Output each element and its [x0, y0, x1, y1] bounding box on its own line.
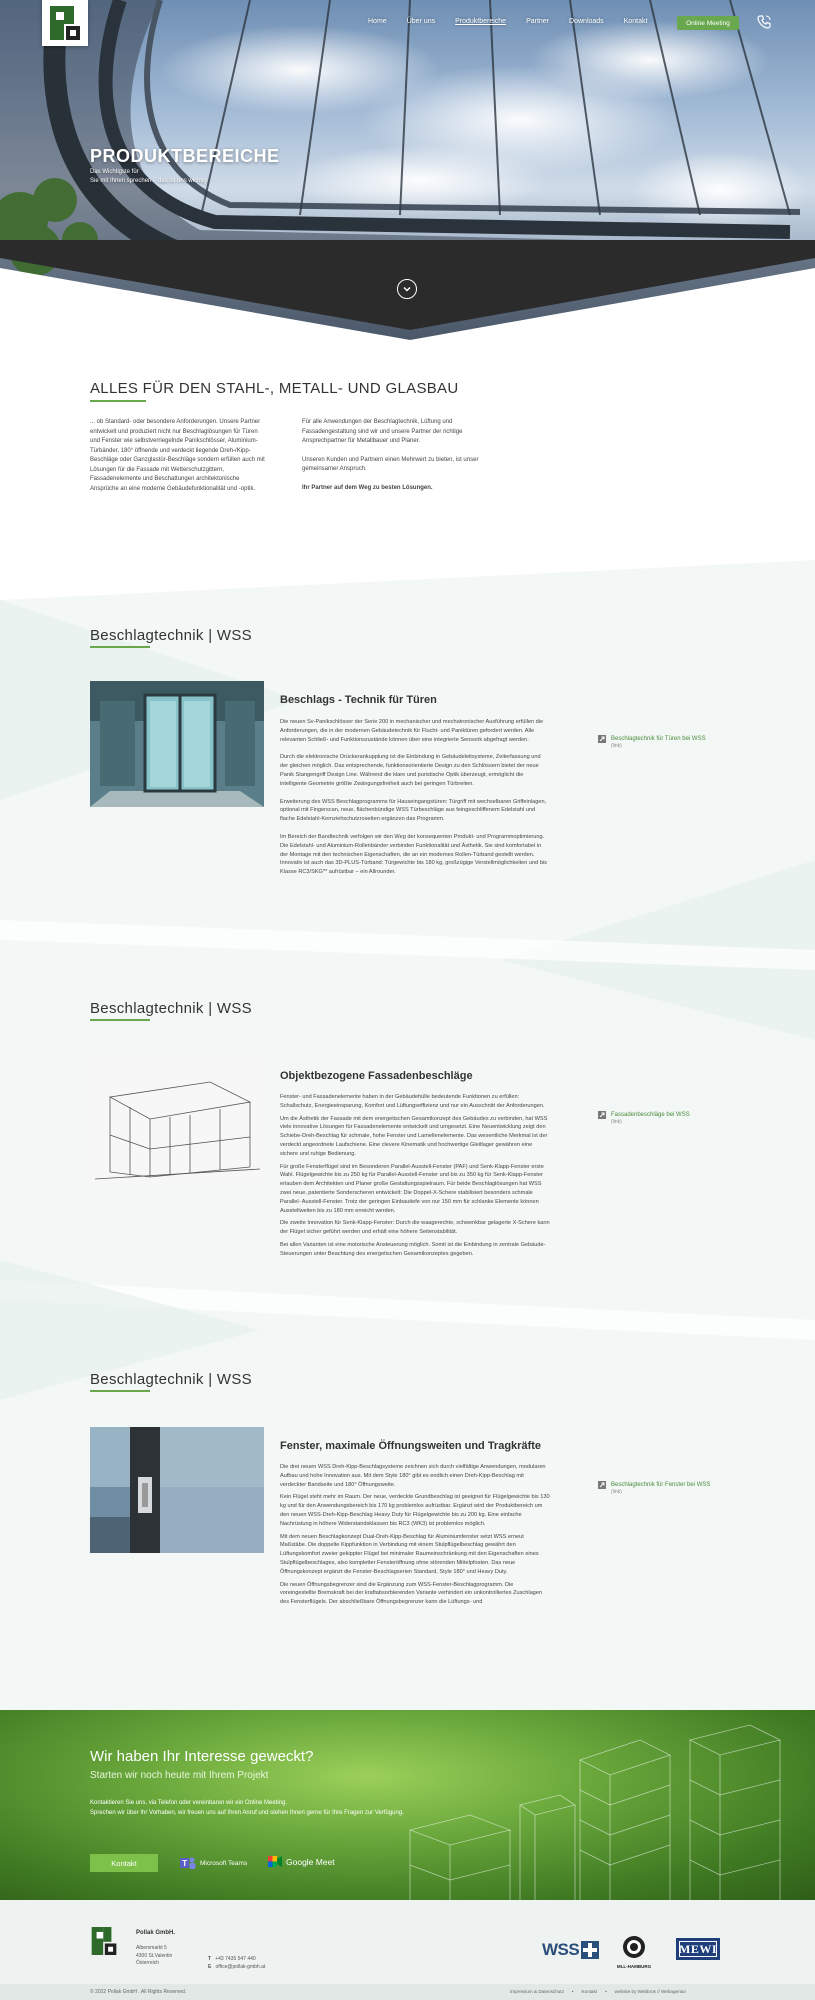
kontakt-button[interactable]: Kontakt: [90, 1854, 158, 1872]
cta-text: [90, 1798, 410, 1818]
footer-links: [510, 1989, 686, 1994]
architecture-sketch-image: [90, 1057, 264, 1183]
external-link-icon: [598, 1111, 606, 1119]
section-2-paragraph: Bei allen Varianten ist eine motorische Ansteuerung möglich. Somit ist die Einbindung in zentrale Gebäude-Steuerungen unter Beachtung des energetischen Gesamtkonzeptes gegeben.: [280, 1241, 546, 1257]
section-2-link[interactable]: [598, 1111, 690, 1125]
section-3-link-label[interactable]: (link): [611, 1489, 622, 1495]
hero-breadcrumb-line-1: Das Wichtigste für: [90, 169, 139, 175]
footer-logo-icon[interactable]: [90, 1924, 118, 1958]
partner-logo-wss-text: WSS: [542, 1940, 580, 1959]
mll-logo-icon: [622, 1935, 646, 1959]
intro-column-2: [302, 418, 507, 493]
footer-company-name: Pollak GmbH.: [136, 1930, 176, 1936]
cta-text-line-1: Kontaktieren Sie uns, via Telefon oder vereinbaren wir ein Online Meeting.: [90, 1800, 288, 1806]
hero-banner: [0, 0, 815, 345]
phone-icon[interactable]: [756, 14, 772, 30]
glass-door-image: [90, 681, 264, 807]
wss-cross-icon: [581, 1941, 599, 1959]
section-1-text: [280, 718, 550, 886]
section-2-paragraph: Die zweite Innovation für Senk-Klapp-Fenster: Durch die waagerechte, schwenkbar gelagerte X-Schere kann der Flügel sicher geführt werden und erhält eine höhere Seitenstabilität.: [280, 1220, 550, 1236]
footer-separator: •: [571, 1989, 574, 1994]
webbros-link[interactable]: website by Webbros // Webagentur: [614, 1989, 686, 1994]
contact-cta-banner: [0, 1710, 815, 1900]
section-2-text: [280, 1093, 550, 1268]
nav-kontakt[interactable]: Kontakt: [623, 18, 648, 25]
section-3-subtitle: Fenster, maximale Öffnungsweiten und Tragkräfte: [280, 1440, 542, 1452]
logo[interactable]: [42, 0, 88, 46]
footer-street: Albersmarkt 5: [136, 1945, 167, 1951]
scroll-down-button[interactable]: [397, 279, 417, 299]
section-3-heading: Beschlagtechnik | WSS: [90, 1371, 252, 1388]
section-1-link-text[interactable]: Beschlagtechnik für Türen bei WSS: [611, 736, 706, 742]
footer-phone-label: T: [208, 1956, 212, 1962]
microsoft-teams-icon: [180, 1856, 196, 1870]
footer-city: 4300 St.Valentin: [136, 1952, 173, 1959]
footer: [0, 1900, 815, 2000]
section-3-paragraph: Mit dem neuen Beschlagkonzept Dual-Dreh-Kipp-Beschlag für Aluminiumfenster setzt WSS erneut Maßstäbe. Die doppelte Kippfunktion in Verbindung mit einem Stulpflügelbeschlag gewährt den Lüftungskomfort zweier gekippter Flügel bei minimaler Raumeinschränkung mit den Eigenschaften eines Stulpflügelbeschlages, also kompletter Fensteröffnung ohne störenden Mittelpfosten. Das neue Öffnungskonzept ergänzt die Fenster-Beschlagserien Standard, Style 180° und Heavy Duty.: [280, 1533, 539, 1575]
nav-ueber-uns[interactable]: Über uns: [406, 18, 436, 25]
section-1-heading: Beschlagtechnik | WSS: [90, 627, 252, 644]
hero-breadcrumb-line-2: Sie mit Ihnen sprechen – das ist uns wichtig: [90, 178, 207, 184]
footer-contact: [208, 1955, 265, 1971]
section-3-link[interactable]: [598, 1481, 710, 1495]
partner-logo-mewi[interactable]: [676, 1938, 720, 1960]
window-fitting-image: [90, 1427, 264, 1553]
section-1-underline: [90, 646, 150, 648]
section-1-paragraph: Im Bereich der Bandtechnik verfolgen wir den Weg der konsequenten Produkt- und Programmoptimierung. Die Edelstahl- und Aluminium-Rollenbänder verbinden Funktionalität und Ästhetik. Sie sind komfortabel in der Montage mit den technischen Eigenschaften, die an ein modernes Rollen-Türband gestellt werden. Innovativ ist auch das 3D-PLUS-Türband: Türgewichte bis 180 kg, großzügige Verstellmöglichkeiten und bis Klasse RC3/SKG** aufrüstbar – ein Allrounder.: [280, 833, 547, 876]
nav-partner[interactable]: Partner: [526, 18, 550, 25]
building-sketch-decoration: [400, 1710, 815, 1900]
chevron-down-icon: [402, 284, 412, 294]
footer-address: [136, 1945, 172, 1968]
section-1-link[interactable]: [598, 735, 706, 749]
section-1-paragraph: Durch die elektronische Drückerankupplung ist die Einbindung in Gebäudeleitsysteme, Zeiterfassung und der gleichen möglich. Das entsprechende, funktionsorientierte Design zu den Schlössern bietet der neue Panik Stangengriff Design Line. Während die klare und puristische Optik überzeugt, ermöglicht die intelligente Geometrie größte Zwängungsfreiheit auch bei geringen Türbreiten.: [280, 754, 541, 787]
pg-logo-icon: [48, 4, 82, 42]
main-navigation: [368, 18, 667, 25]
section-3-paragraph: Die neuen Öffnungsbegrenzer sind die Ergänzung zum WSS-Fenster-Beschlagprogramm. Die voreingestellte Bremskraft bei der kraftabsorbierenden Variante verhindert ein unkontrolliertes Zuschlagen des Fensterflügels. Der abschließbare Öffnungsbegrenzer kann die Lüftungs- und: [280, 1581, 543, 1606]
section-3-paragraph: Kein Flügel steht mehr im Raum. Der neue, verdeckte Grundbeschlag ist geeignet für Flügelgewichte bis 130 kg und für den Anwendungsbereich bis 170 kg problemlos aufrüstbar. Ergänzt wird der Produktbereich um den neuen WSS-Dreh-Kipp-Beschlag Heavy Duty für Flügelgewichte bis zu 200 kg. Eine einfache Nachrüstung in höhere Widerstandsklassen bis RC3 (WK3) ist problemlos möglich.: [280, 1494, 550, 1527]
intro-heading: ALLES FÜR DEN STAHL-, METALL- UND GLASBAU: [90, 380, 459, 397]
footer-separator: •: [605, 1989, 607, 1994]
hero-breadcrumb: [90, 168, 207, 186]
microsoft-teams-label[interactable]: Microsoft Teams: [200, 1859, 248, 1867]
section-2-subtitle: Objektbezogene Fassadenbeschläge: [280, 1070, 473, 1082]
section-1-paragraph: Die neuen Sv-Panikschlösser der Serie 200 in mechanischer und mechatronischer Ausführung erfüllen die Anforderungen, die in der modernen Gebäudetechnik für Flucht- und Paniktüren gefordert werden. Alle relevanten Schließ- und Funktionszustände können über eine integrierte Sensorik abgefragt werden.: [280, 719, 544, 743]
section-3-underline: [90, 1390, 150, 1392]
section-3-image: [90, 1427, 264, 1553]
footer-bottom-bar: [0, 1984, 815, 2000]
section-2-link-label[interactable]: (link): [611, 1119, 622, 1125]
section-2-link-text[interactable]: Fassadenbeschläge bei WSS: [611, 1112, 690, 1118]
cta-heading: Wir haben Ihr Interesse geweckt?: [90, 1748, 314, 1765]
intro-heading-underline: [90, 400, 146, 402]
section-3-text: [280, 1463, 550, 1703]
page-title: PRODUKTBEREICHE: [90, 146, 280, 166]
footer-email-label: E: [208, 1964, 212, 1970]
section-2-image: [90, 1057, 264, 1183]
intro-column-1: ... ob Standard- oder besondere Anforderungen. Unsere Partner entwickelt und produziert nicht nur Beschlaglösungen für Türen und Fenster wie selbstverriegelnde Panikschlösser, Aluminium-Türbänder, 180° öffnende und verdeckt liegende Dreh-/Kipp-Beschläge oder Ganzglastür-Beschläge sondern erfüllen auch mit Lösungen für die Fassade mit Wetterschutzgittern, Fassadenelemente und Beschattungen architektonische Ansprüche an eine moderne Gebäudefunktionalität und -optik.: [90, 419, 265, 492]
partner-logo-mll-hamburg[interactable]: [612, 1935, 656, 1969]
cta-text-line-2: Sprechen wir über Ihr Vorhaben, wir freuen uns auf Ihren Anruf und stehen Ihnen gerne für Ihre Fragen zur Verfügung.: [90, 1810, 404, 1816]
section-3-link-text[interactable]: Beschlagtechnik für Fenster bei WSS: [611, 1482, 711, 1488]
impressum-link[interactable]: Impressum & Datenschutz: [510, 1989, 564, 1994]
nav-home[interactable]: Home: [368, 18, 387, 25]
section-2-paragraph: Für große Fensterflügel sind im Besonderen Parallel-Ausstell-Fenster (PAF) und Senk-Klapp-Fenster erste Wahl. Flügelgewichte bis zu 250 kg für Parallel-Ausstell-Fenster und bis zu 350 kg für Senk-Klapp-Fenster erlauben dem Architekten und Planer große Gestaltungsspielraum. Für beide Beschlaglösungen hat WSS zwei neue, patentierte Sonderscheren entwickelt: Die Doppel-X-Schere stabilisiert besonders schmale Parallel- Ausstell-Fenster. Trotz der geringen Einbautiefe von nur 150 mm für schlanke Elemente können Ausstellweiten bis zu 180 mm erreicht werden.: [280, 1163, 544, 1214]
section-1-image: [90, 681, 264, 807]
microsoft-teams-link[interactable]: [180, 1856, 247, 1870]
svg-text:T: T: [182, 1859, 188, 1868]
intro-paragraph-2: Unseren Kunden und Partnern einen Mehrwert zu bieten, ist unser gemeinsamer Anspruch.: [302, 456, 479, 472]
section-2-paragraph: Fenster- und Fassadenelemente haben in der Gebäudehülle bedeutende Funktionen zu erfüllen: Schallschutz, Energieeinsparung, Komfort und Lüftungseffizienz und nur ein Ausschnitt der Anforderungen.: [280, 1094, 545, 1109]
section-1-link-label[interactable]: (link): [611, 743, 622, 749]
cta-subheading: Starten wir noch heute mit Ihrem Projekt: [90, 1770, 269, 1781]
section-2-underline: [90, 1019, 150, 1021]
google-meet-icon: [268, 1856, 282, 1867]
external-link-icon: [598, 735, 606, 743]
section-2-heading: Beschlagtechnik | WSS: [90, 1000, 252, 1017]
partner-logo-wss[interactable]: [542, 1940, 599, 1960]
google-meet-label[interactable]: Google Meet: [286, 1856, 335, 1867]
google-meet-link[interactable]: [268, 1856, 335, 1867]
section-2-paragraph: Um die Ästhetik der Fassade mit dem energetischen Gesamtkonzept des Gebäudes zu verbinden, hat WSS viele innovative Lösungen für Fassadenelemente entwickelt und umgesetzt. Eine Neuentwicklung zeigt den Schiebe-Dreh-Beschlag für schmale, hohe Fenster und Lamellenelemente. Das wesentliche Merkmal ist der verdeckt angeordnete Laufschiene. Eine clevere Kinematik und hochwertige Gleitlager gewähren eine sichere und ruhige Bedienung.: [280, 1115, 548, 1157]
partner-logo-mll-text: MLL-HAMBURG: [616, 1964, 652, 1969]
intro-paragraph-1: Für alle Anwendungen der Beschlagtechnik, Lüftung und Fassadengestaltung sind wir und unsere Partner der richtige Ansprechpartner für Metallbauer und Planer.: [302, 419, 463, 444]
footer-kontakt-link[interactable]: Kontakt: [581, 1989, 598, 1994]
online-meeting-button[interactable]: Online Meeting: [677, 16, 739, 30]
footer-country: Österreich: [136, 1960, 160, 1966]
section-3-paragraph: Die drei neuen WSS Dreh-Kipp-Beschlagsysteme zeichnen sich durch vielfältige Anwendungen, modularen Aufbau und hohe Innovation aus. Mit dem Style 180° gibt es endlich einen Dreh-Kipp-Beschlag mit verdeckter Bandseite und 180° Öffnungsweite.: [280, 1464, 546, 1488]
external-link-icon: [598, 1481, 606, 1489]
footer-phone[interactable]: +43 7435 547 440: [215, 1956, 256, 1962]
partner-logo-mewi-text: MEWI: [679, 1941, 717, 1956]
nav-downloads[interactable]: Downloads: [569, 18, 604, 25]
section-1-subtitle: Beschlags - Technik für Türen: [280, 694, 437, 706]
nav-produktbereiche[interactable]: Produktbereiche: [455, 18, 507, 25]
intro-paragraph-3: Ihr Partner auf dem Weg zu besten Lösungen.: [302, 484, 433, 491]
footer-email[interactable]: office@pollak-gmbh.at: [215, 1964, 266, 1970]
section-1-paragraph: Erweiterung des WSS Beschlagprogramms für Hauseingangstüren: Türgriff mit wechselbaren Griffeinlagen, optional mit Fingerscan, neue, flächenbündige WSS Türbeschläge aus feingeschliffenem Edelstahl und flache Edelstahl-Kernziehschutzrosetten ergänzen das Programm.: [280, 798, 547, 823]
copyright: © 2022 Pollak GmbH . All Rights Reserved.: [90, 1989, 187, 1995]
